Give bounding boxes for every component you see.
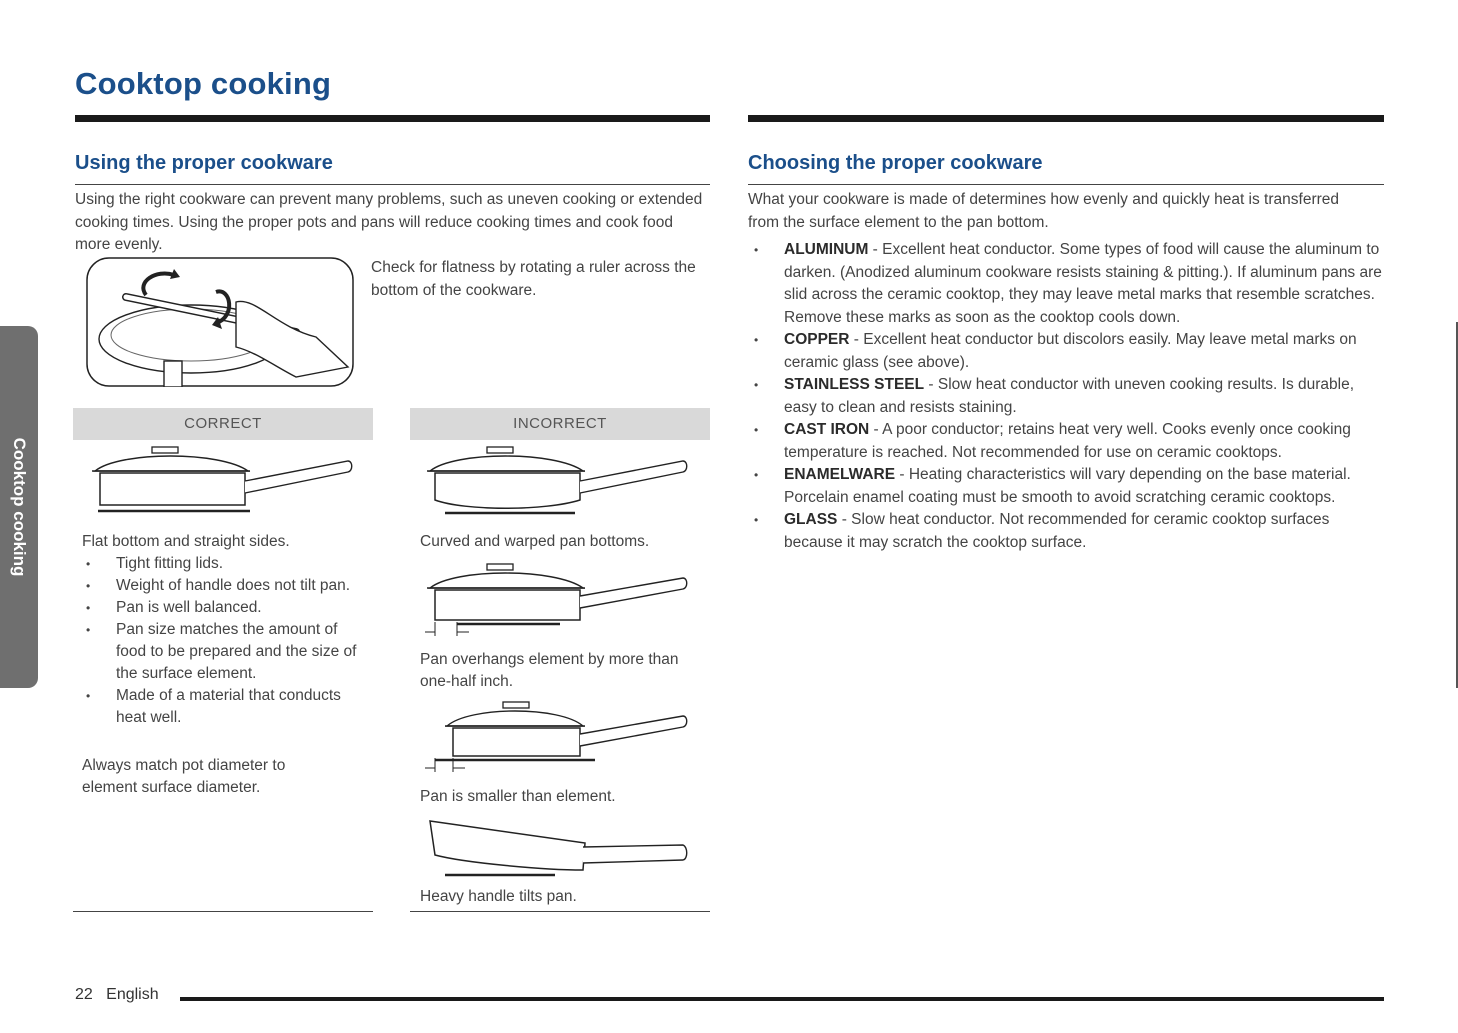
- material-name: ENAMELWARE: [784, 466, 896, 483]
- title-rule-right: [748, 115, 1384, 122]
- incorrect-caption-tilt: Heavy handle tilts pan.: [420, 888, 577, 905]
- correct-bullet: • Pan is well balanced.: [82, 597, 362, 619]
- material-desc: - A poor conductor; retains heat very well. Cooks evenly once cooking temperature is reached. Not recommended for use on ceramic cooktops.: [784, 421, 1351, 461]
- incorrect-caption-warped: Curved and warped pan bottoms.: [420, 533, 650, 550]
- incorrect-caption-overhang: Pan overhangs element by more than one-half inch.: [420, 651, 679, 690]
- material-name: STAINLESS STEEL: [784, 376, 925, 393]
- correct-bullet: • Tight fitting lids.: [82, 553, 362, 575]
- flatness-illustration: [86, 257, 354, 387]
- material-desc: - Excellent heat conductor. Some types of food will cause the aluminum to darken. (Anodized aluminum cookware resists staining & pitting.). If aluminum pans are slid across the ceramic cooktop, they may leave metal marks that resemble scratches. Remove these marks as soon as the cooktop cools down.: [784, 241, 1382, 326]
- section-side-tab[interactable]: [0, 326, 38, 688]
- tilted-pan-illustration: [425, 815, 690, 880]
- warped-pan-illustration: [425, 445, 690, 520]
- materials-list: [750, 239, 1386, 554]
- incorrect-label: INCORRECT: [410, 408, 710, 440]
- section-heading-using: Using the proper cookware: [75, 152, 333, 174]
- material-item-glass: [750, 509, 1386, 554]
- correct-bullet: • Made of a material that conducts heat well.: [82, 685, 362, 729]
- correct-lead: Flat bottom and straight sides.: [82, 533, 290, 550]
- page-title: Cooktop cooking: [75, 66, 332, 101]
- correct-bullet: • Weight of handle does not tilt pan.: [82, 575, 362, 597]
- material-name: GLASS: [784, 511, 838, 528]
- incorrect-caption-small: Pan is smaller than element.: [420, 788, 616, 805]
- material-item-aluminum: [750, 239, 1386, 329]
- material-name: COPPER: [784, 331, 850, 348]
- material-name: CAST IRON: [784, 421, 870, 438]
- title-rule-left: [75, 115, 710, 122]
- heading-rule-right: [748, 184, 1384, 185]
- correct-bullets: [82, 553, 362, 729]
- material-desc: - Excellent heat conductor but discolors easily. May leave metal marks on ceramic glass (see above).: [784, 331, 1357, 371]
- section-heading-choosing: Choosing the proper cookware: [748, 152, 1043, 174]
- correct-pan-illustration: [90, 445, 355, 520]
- incorrect-bottom-rule: [410, 911, 710, 912]
- material-desc: - Slow heat conductor. Not recommended for ceramic cooktop surfaces because it may scratch the cooktop surface.: [784, 511, 1330, 551]
- page-footer: [75, 986, 159, 1004]
- correct-closing: Always match pot diameter to element surface diameter.: [82, 757, 286, 796]
- page-number: 22: [75, 986, 93, 1003]
- material-desc: - Heating characteristics will vary depending on the base material. Porcelain enamel coating must be smooth to avoid scratching ceramic cooktops.: [784, 466, 1351, 506]
- footer-language: English: [106, 986, 159, 1003]
- flatness-note: Check for flatness by rotating a ruler across the bottom of the cookware.: [371, 259, 696, 299]
- correct-bullet: • Pan size matches the amount of food to be prepared and the size of the surface element.: [82, 619, 362, 685]
- material-item-stainless: [750, 374, 1386, 419]
- correct-label: CORRECT: [73, 408, 373, 440]
- material-item-enamelware: [750, 464, 1386, 509]
- correct-bottom-rule: [73, 911, 373, 912]
- using-intro: Using the right cookware can prevent many problems, such as uneven cooking or extended cooking times. Using the proper pots and pans will reduce cooking times and cook food more evenly.: [75, 191, 703, 253]
- material-item-cast-iron: [750, 419, 1386, 464]
- side-tab-label: Cooktop cooking: [10, 437, 29, 577]
- material-item-copper: [750, 329, 1386, 374]
- heading-rule-left: [75, 184, 710, 185]
- footer-rule: [180, 997, 1384, 1001]
- small-pan-illustration: [425, 700, 690, 778]
- material-desc: - Slow heat conductor with uneven cooking results. Is durable, easy to clean and resists staining.: [784, 376, 1355, 416]
- material-name: ALUMINUM: [784, 241, 869, 258]
- choosing-intro: What your cookware is made of determines how evenly and quickly heat is transferred from the surface element to the pan bottom.: [748, 191, 1340, 231]
- overhang-pan-illustration: [425, 562, 690, 640]
